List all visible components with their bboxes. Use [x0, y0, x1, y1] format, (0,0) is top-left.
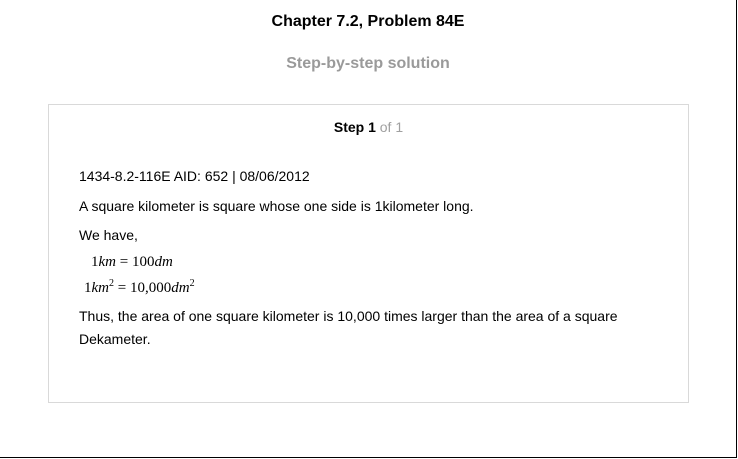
- step-card: [48, 104, 689, 403]
- eq2-rhs-unit: dm: [171, 280, 190, 296]
- step-label: Step 1: [333, 119, 376, 135]
- eq2-equals: =: [117, 280, 127, 296]
- conclusion-text: Thus, the area of one square kilometer is 10,000 times larger than the area of a square Dekameter.: [79, 308, 618, 347]
- intro-text: A square kilometer is square whose one side is 1kilometer long.: [79, 198, 474, 214]
- step-of-total: of 1: [379, 119, 404, 135]
- step-header: [49, 118, 688, 136]
- we-have-text: We have,: [79, 227, 138, 243]
- eq2-lhs-num: 1: [84, 280, 92, 296]
- solution-subtitle: Step-by-step solution: [286, 55, 450, 72]
- eq2-rhs-exp: 2: [189, 278, 195, 289]
- equation-1: [91, 253, 173, 271]
- equation-2: [84, 279, 195, 297]
- eq2-rhs-num: 10,000: [129, 280, 172, 296]
- chapter-title: Chapter 7.2, Problem 84E: [271, 13, 465, 30]
- eq1-rhs-num: 100: [131, 254, 155, 270]
- eq1-equals: =: [119, 254, 129, 270]
- eq1-rhs-unit: dm: [154, 254, 173, 270]
- eq1-lhs-num: 1: [91, 254, 99, 270]
- eq1-lhs-unit: km: [98, 254, 116, 270]
- eq2-lhs-exp: 2: [109, 278, 114, 289]
- meta-line: 1434-8.2-116E AID: 652 | 08/06/2012: [79, 168, 310, 184]
- eq2-lhs-unit: km: [91, 280, 109, 296]
